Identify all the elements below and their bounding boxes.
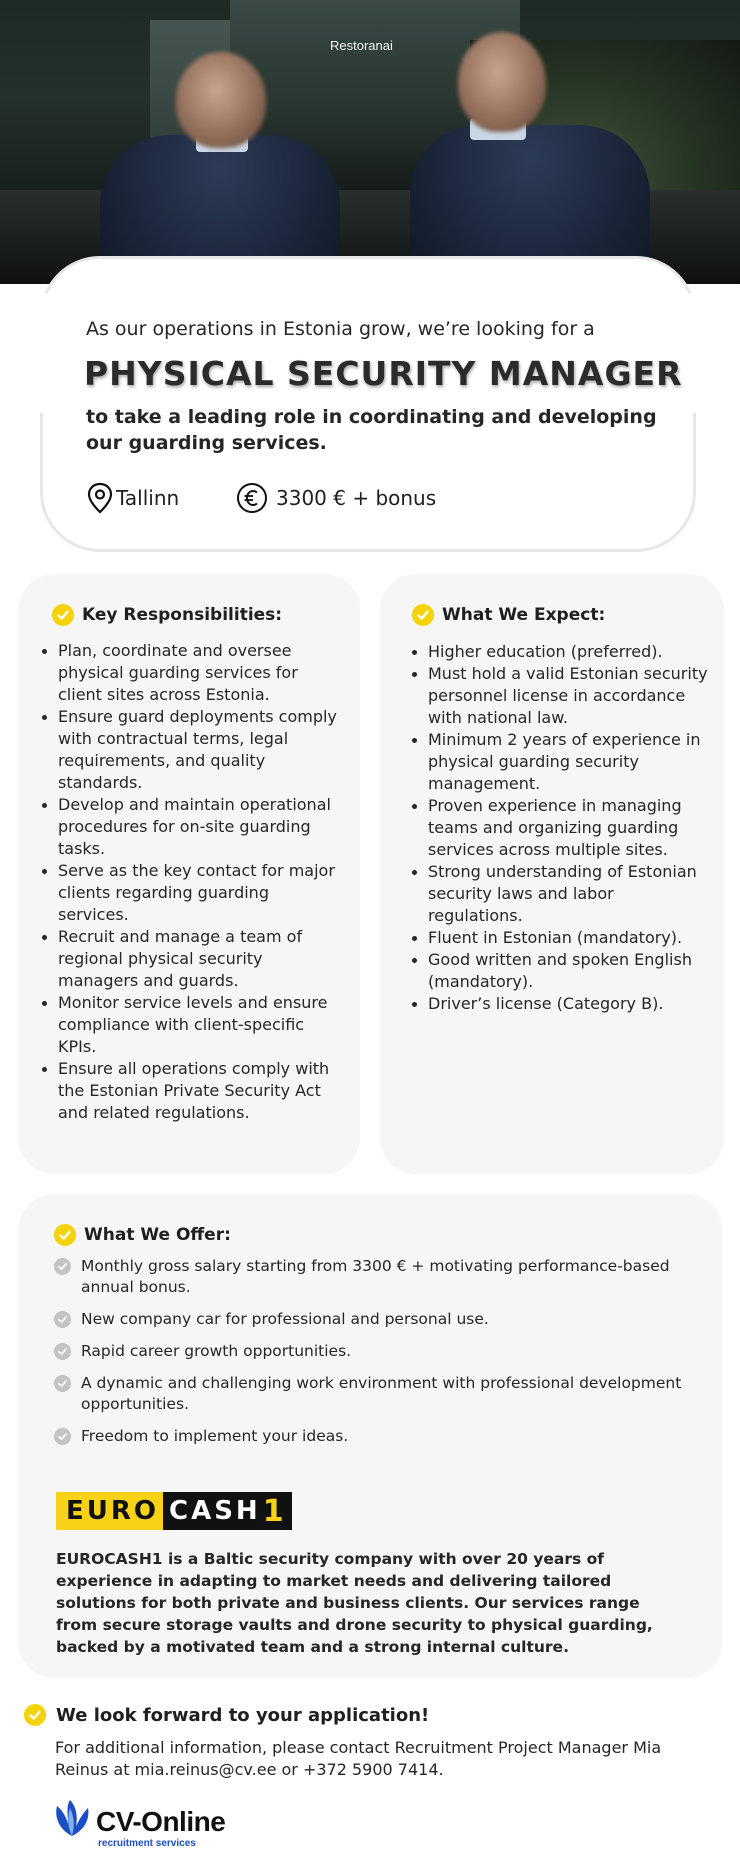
list-item: Freedom to implement your ideas. <box>54 1426 684 1447</box>
check-circle-icon <box>54 1375 71 1392</box>
list-item: A dynamic and challenging work environment with professional development opportunities. <box>54 1373 684 1415</box>
location <box>86 482 179 514</box>
salary-text: 3300 € + bonus <box>276 486 437 510</box>
list-item: Plan, coordinate and oversee physical guarding services for client sites across Estonia. <box>42 640 342 706</box>
offer-list <box>54 1256 684 1458</box>
offer-heading: What We Offer: <box>54 1224 231 1246</box>
hero-person-right <box>400 20 670 284</box>
eurocash-logo: EURO CASH 1 <box>56 1492 292 1530</box>
check-circle-icon <box>54 1428 71 1445</box>
cv-online-mark-icon <box>50 1796 94 1840</box>
list-item: Recruit and manage a team of regional physical security managers and guards. <box>42 926 342 992</box>
check-icon <box>24 1704 46 1726</box>
hero-restaurant-sign: Restoranai <box>330 38 393 53</box>
euro-icon <box>236 482 268 514</box>
cv-online-tagline: recruitment services <box>98 1838 196 1849</box>
check-circle-icon <box>54 1258 71 1275</box>
location-text: Tallinn <box>116 486 180 510</box>
list-item: Monthly gross salary starting from 3300 € + motivating performance-based annual bonus. <box>54 1256 684 1298</box>
contact-info: For additional information, please contact Recruitment Project Manager Mia Reinus at mia.reinus@cv.ee or +372 5900 7414. <box>55 1738 662 1779</box>
expectations-list <box>412 641 712 1015</box>
cta-title: We look forward to your application! <box>56 1704 430 1726</box>
list-item: Good written and spoken English (mandatory). <box>412 949 712 993</box>
check-icon <box>412 604 434 626</box>
check-icon <box>52 604 74 626</box>
list-item: Ensure all operations comply with the Estonian Private Security Act and related regulations. <box>42 1058 342 1124</box>
intro-lead-text: As our operations in Estonia grow, we’re looking for a <box>86 318 595 340</box>
check-circle-icon <box>54 1343 71 1360</box>
list-item: Monitor service levels and ensure compliance with client-specific KPIs. <box>42 992 342 1058</box>
list-item: Serve as the key contact for major clients regarding guarding services. <box>42 860 342 926</box>
salary <box>236 482 436 514</box>
list-item: Fluent in Estonian (mandatory). <box>412 927 712 949</box>
expectations-card <box>380 574 724 1174</box>
map-pin-icon <box>86 482 114 514</box>
responsibilities-list <box>42 640 342 1124</box>
list-item: Driver’s license (Category B). <box>412 993 712 1015</box>
list-item: Ensure guard deployments comply with contractual terms, legal requirements, and quality standards. <box>42 706 342 794</box>
responsibilities-card <box>18 574 360 1174</box>
list-item: Minimum 2 years of experience in physical guarding security management. <box>412 729 712 795</box>
list-item: Strong understanding of Estonian security laws and labor regulations. <box>412 861 712 927</box>
list-item: Develop and maintain operational procedures for on-site guarding tasks. <box>42 794 342 860</box>
offer-card <box>18 1194 722 1678</box>
list-item: Rapid career growth opportunities. <box>54 1341 684 1362</box>
list-item: Must hold a valid Estonian security personnel license in accordance with national law. <box>412 663 712 729</box>
hero-photo <box>0 0 740 284</box>
check-icon <box>54 1224 76 1246</box>
check-circle-icon <box>54 1311 71 1328</box>
application-cta <box>24 1704 429 1726</box>
intro-description: to take a leading role in coordinating and developing our guarding services. <box>86 406 657 454</box>
responsibilities-heading: Key Responsibilities: <box>52 604 282 626</box>
expectations-heading: What We Expect: <box>412 604 605 626</box>
job-title: PHYSICAL SECURITY MANAGER <box>84 354 683 393</box>
list-item: New company car for professional and personal use. <box>54 1309 684 1330</box>
hero-person-left <box>70 30 370 284</box>
list-item: Higher education (preferred). <box>412 641 712 663</box>
company-description: EUROCASH1 is a Baltic security company with over 20 years of experience in adapting to market needs and delivering tailored solutions for both private and business clients. Our services range from secure storage vaults and drone security to physical guarding, backed by a motivated team and a strong internal culture. <box>56 1550 653 1656</box>
list-item: Proven experience in managing teams and organizing guarding services across multiple sites. <box>412 795 712 861</box>
cv-online-wordmark: CV-Online <box>96 1806 226 1837</box>
